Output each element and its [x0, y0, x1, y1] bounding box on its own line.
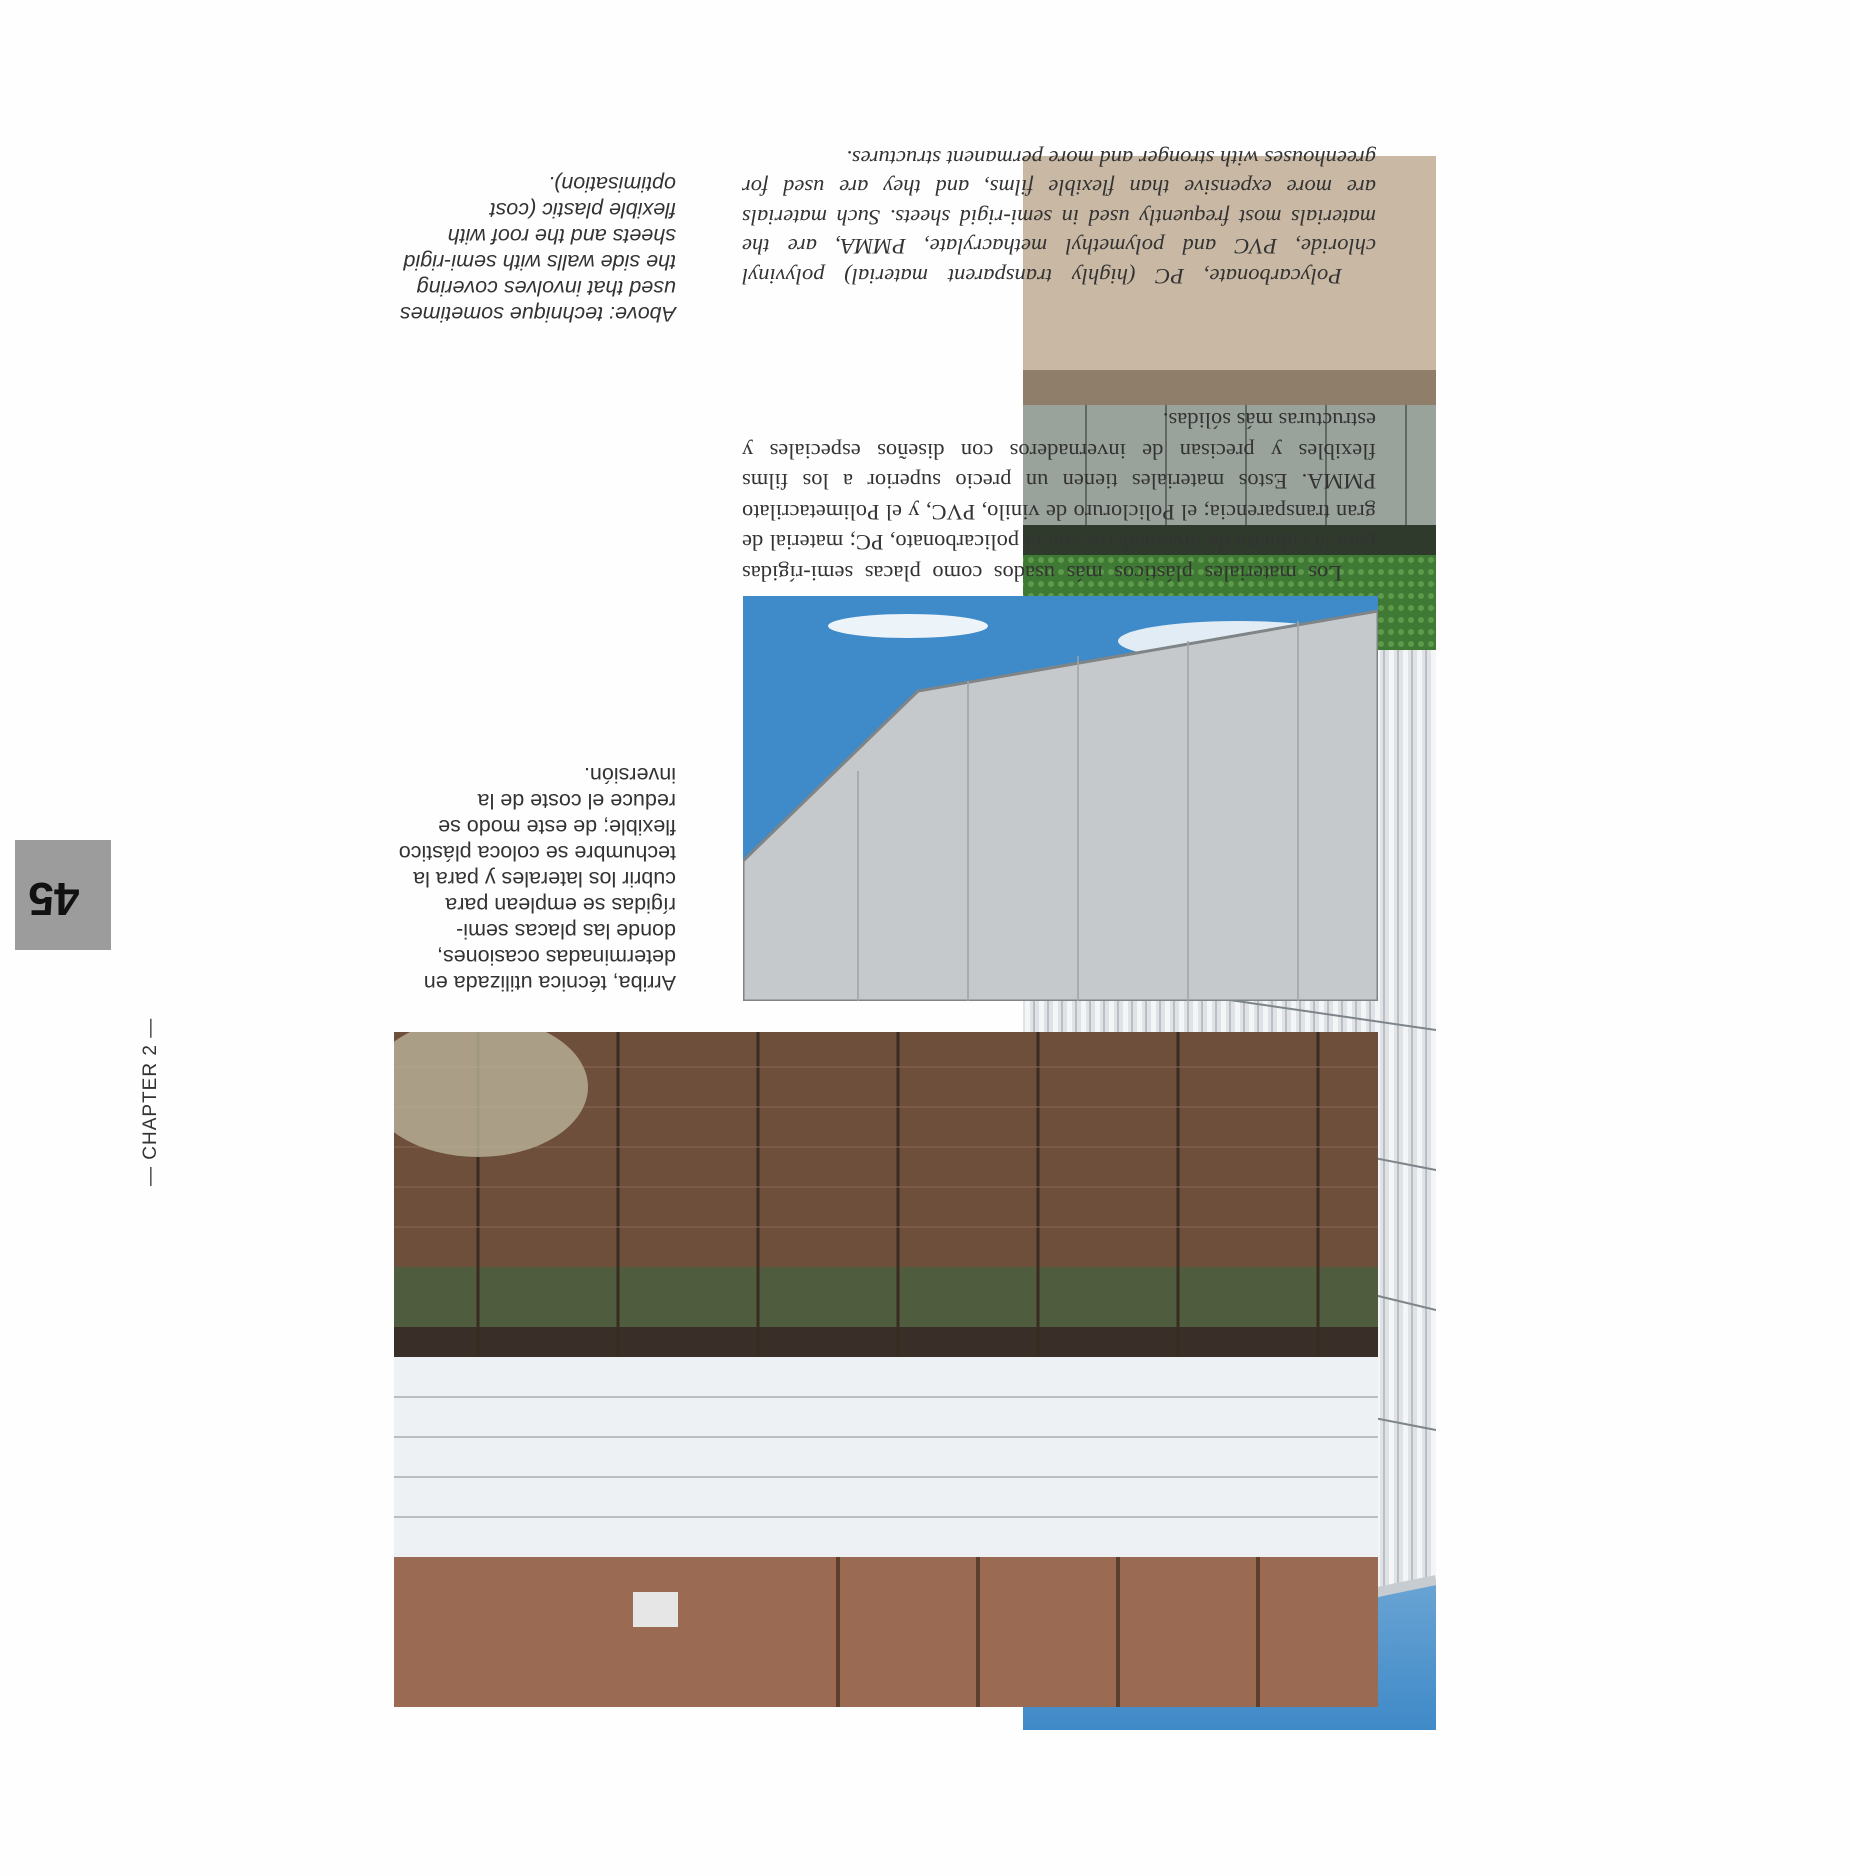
caption-spanish-text: Arriba, técnica utilizada en determinadas ocasiones, donde las placas semi-rígidas se emplean para cubrir los laterales y para la techumbre se coloca plástico flexible; de este modo se reduce el coste de la inversión. [398, 763, 676, 995]
caption-english [396, 171, 676, 327]
body-paragraph-spanish: Los materiales plásticos más usados como placas semi-rígidas para la cubierta de invernaderos son el policarbonato, PC; material de gran transparencia; el Policloruro de vinilo, PVC, y el Polimetacrilato PMMA. Estos materiales tienen un precio superior a los films flexibles y precisan de invernaderos con diseños especiales y estructuras más sólidas. [742, 408, 1376, 586]
photo-greenhouse-wall-sky [743, 596, 1378, 1001]
body-text-english [742, 144, 1376, 292]
body-text-spanish [742, 405, 1376, 588]
chapter-label: — CHAPTER 2 — [140, 1017, 161, 1186]
caption-spanish [396, 762, 676, 996]
page-number: 45 [28, 873, 80, 925]
body-paragraph-english: Polycarbonate, PC (highly transparent material) polyvinyl chloride, PVC and polymethyl methacrylate, PMMA, are the materials most frequently used in semi-rigid sheets. Such materials are more expensive than flexible films, and they are used for greenhouses with stronger and more permanent structures. [742, 146, 1376, 289]
photo-semi-rigid-side-walls [394, 1032, 1378, 1707]
caption-english-text: Above: technique sometimes used that involves covering the side walls with semi-rigid sheets and the roof with flexible plastic (cost optimisation). [399, 172, 676, 326]
